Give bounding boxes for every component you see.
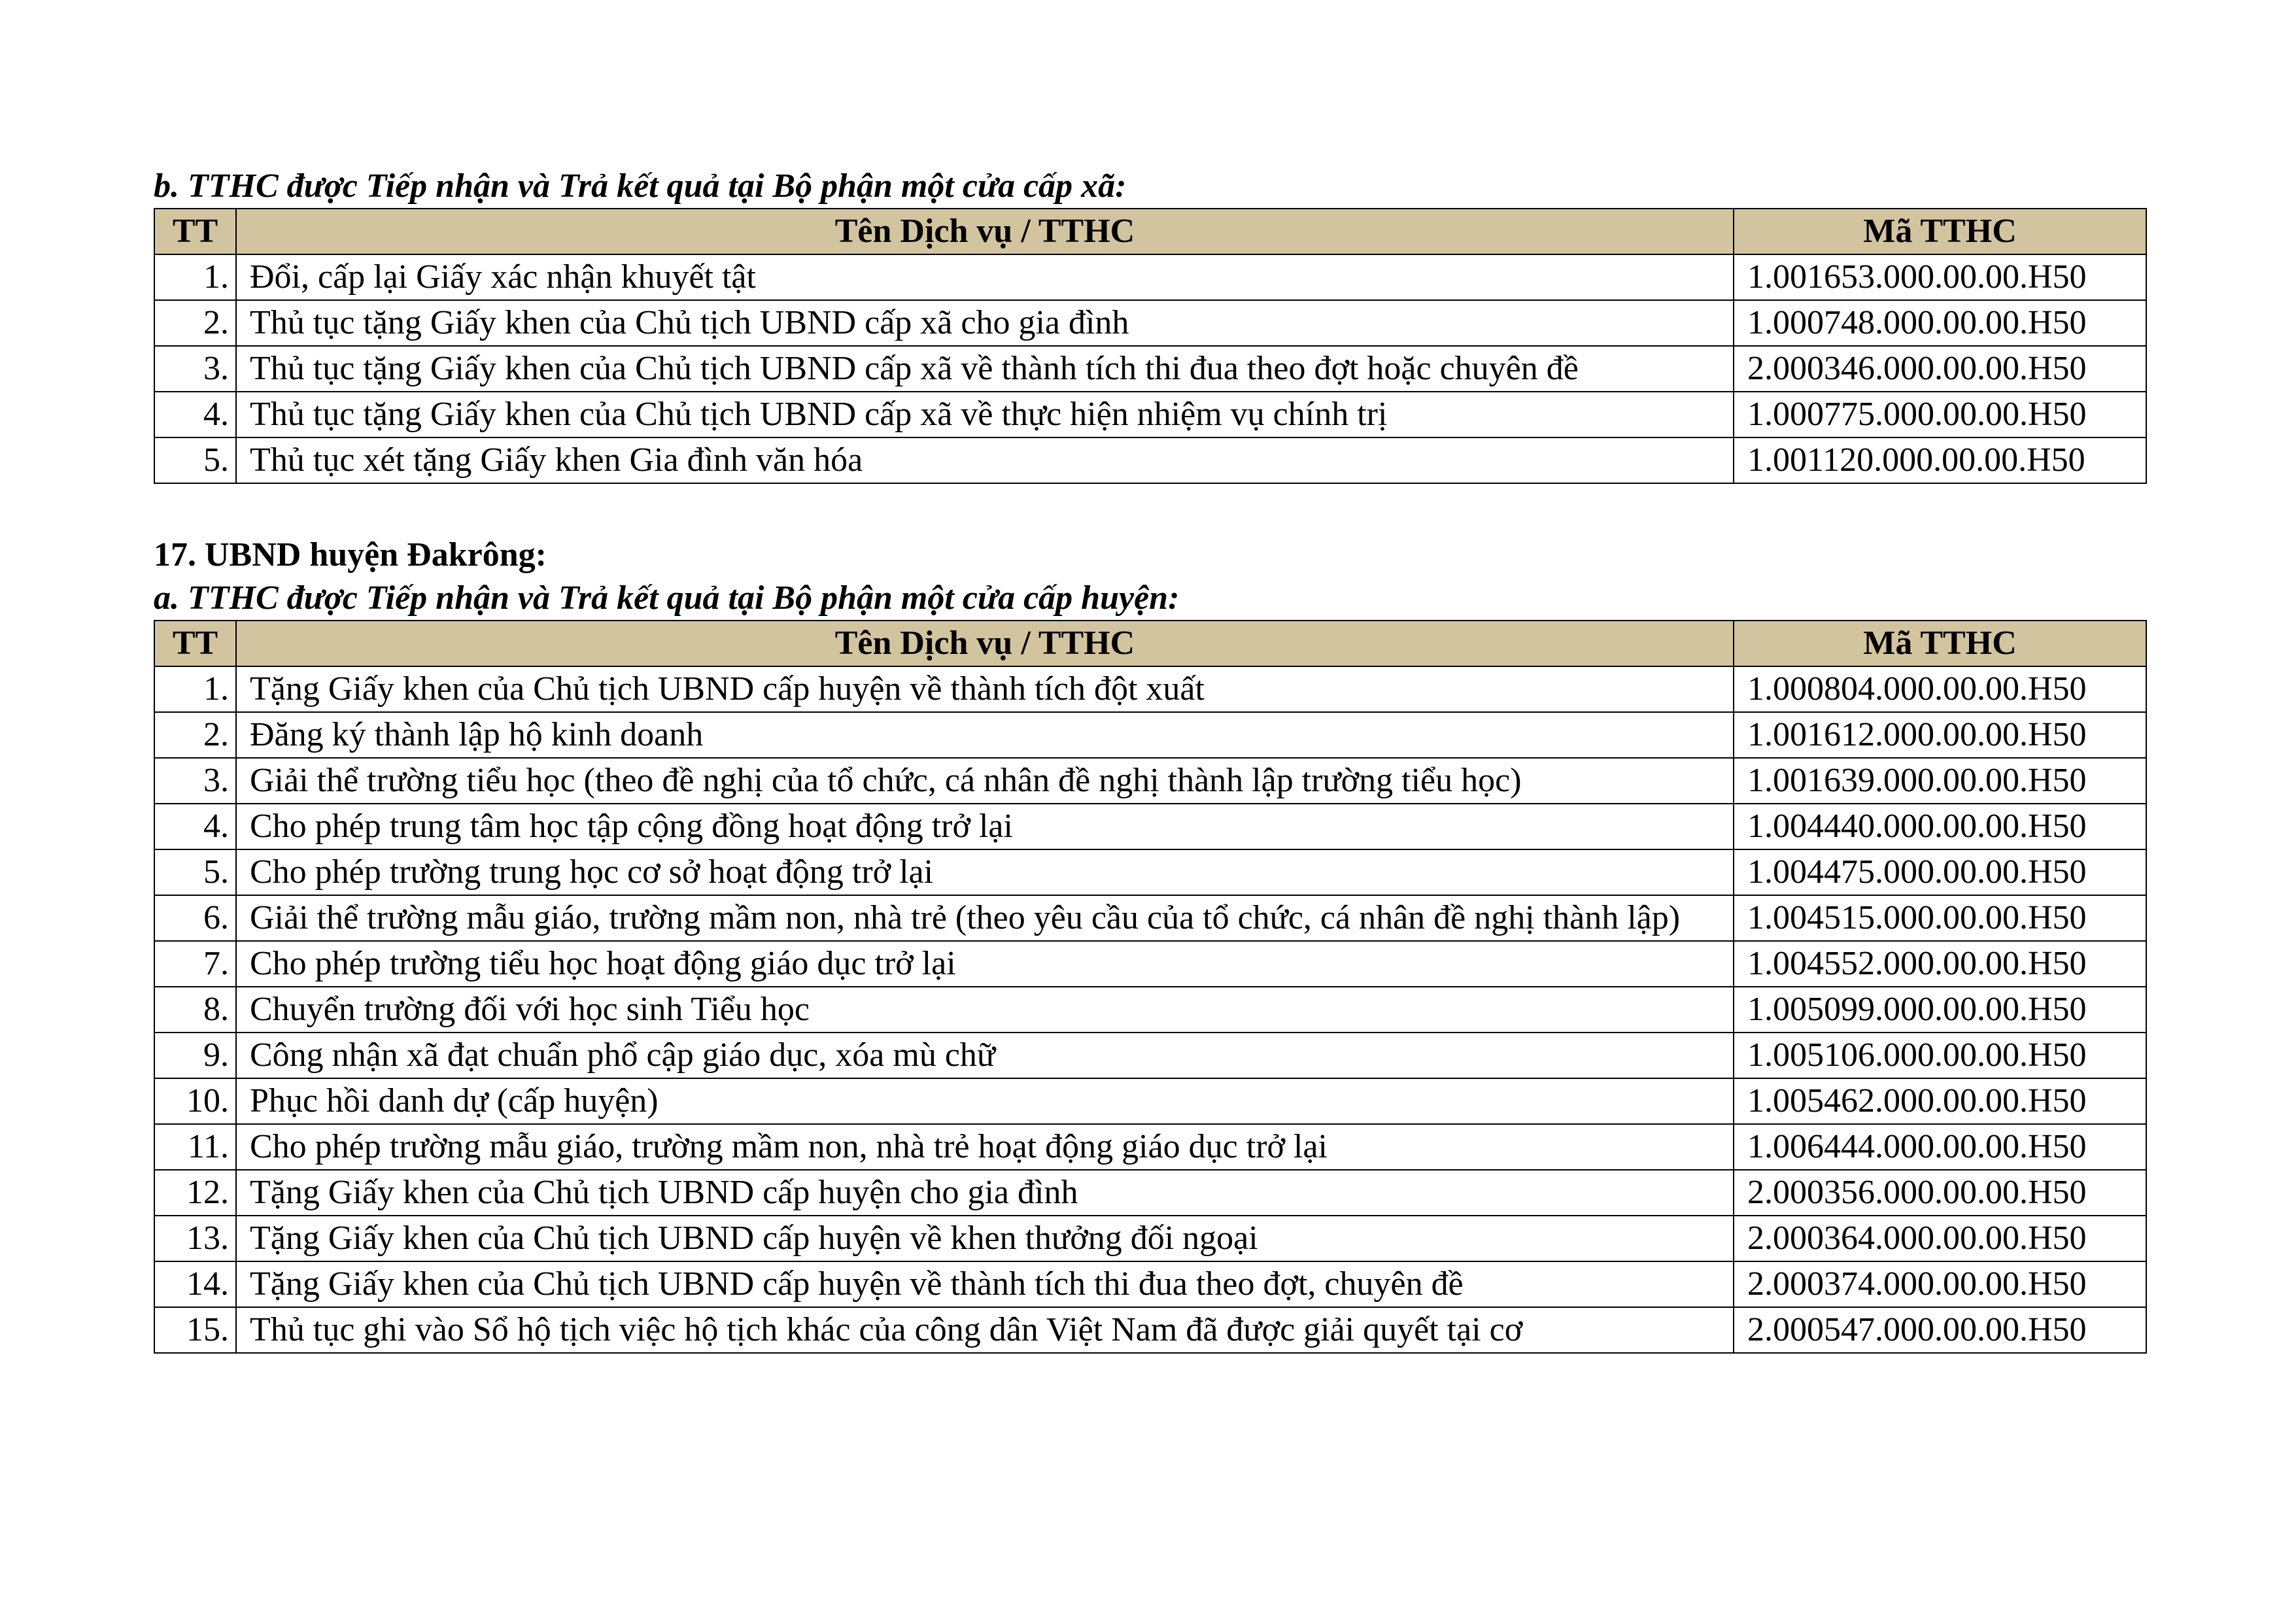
procedure-name: Đăng ký thành lập hộ kinh doanh	[236, 712, 1734, 758]
procedure-name: Tặng Giấy khen của Chủ tịch UBND cấp huyện về thành tích thi đua theo đợt, chuyên đề	[236, 1261, 1734, 1307]
table-row	[154, 895, 2146, 941]
commune-section-heading: b. TTHC được Tiếp nhận và Trả kết quả tại Bộ phận một cửa cấp xã:	[154, 167, 1127, 205]
column-header-name: Tên Dịch vụ / TTHC	[236, 621, 1734, 666]
procedure-code: 1.001120.000.00.00.H50	[1734, 437, 2146, 483]
row-number: 2.	[154, 300, 236, 346]
table-row	[154, 987, 2146, 1033]
procedure-name: Thủ tục tặng Giấy khen của Chủ tịch UBND cấp xã cho gia đình	[236, 300, 1734, 346]
row-number: 11.	[154, 1124, 236, 1170]
procedure-name: Cho phép trường trung học cơ sở hoạt động trở lại	[236, 849, 1734, 895]
row-number: 9.	[154, 1033, 236, 1078]
row-number: 3.	[154, 758, 236, 804]
table-row	[154, 346, 2146, 392]
table-row	[154, 1307, 2146, 1353]
district-section-heading: 17. UBND huyện Đakrông:	[154, 536, 547, 573]
procedure-code: 1.000804.000.00.00.H50	[1734, 666, 2146, 712]
row-number: 7.	[154, 941, 236, 987]
procedure-code: 1.004552.000.00.00.H50	[1734, 941, 2146, 987]
district-subsection-heading: a. TTHC được Tiếp nhận và Trả kết quả tại Bộ phận một cửa cấp huyện:	[154, 579, 1180, 617]
procedure-name: Cho phép trường tiểu học hoạt động giáo dục trở lại	[236, 941, 1734, 987]
table-row	[154, 1216, 2146, 1261]
procedure-name: Tặng Giấy khen của Chủ tịch UBND cấp huyện cho gia đình	[236, 1170, 1734, 1216]
procedure-code: 2.000346.000.00.00.H50	[1734, 346, 2146, 392]
column-header-tt: TT	[154, 621, 236, 666]
procedure-name: Phục hồi danh dự (cấp huyện)	[236, 1078, 1734, 1124]
table-row	[154, 300, 2146, 346]
table-row	[154, 1078, 2146, 1124]
table-row	[154, 1261, 2146, 1307]
procedure-name: Thủ tục tặng Giấy khen của Chủ tịch UBND cấp xã về thành tích thi đua theo đợt hoặc chuyên đề	[236, 346, 1734, 392]
procedure-code: 1.005462.000.00.00.H50	[1734, 1078, 2146, 1124]
column-header-code: Mã TTHC	[1734, 621, 2146, 666]
procedure-name: Công nhận xã đạt chuẩn phổ cập giáo dục, xóa mù chữ	[236, 1033, 1734, 1078]
row-number: 8.	[154, 987, 236, 1033]
section-spacer	[154, 484, 2146, 534]
row-number: 5.	[154, 849, 236, 895]
row-number: 12.	[154, 1170, 236, 1216]
row-number: 5.	[154, 437, 236, 483]
table-header-row	[154, 209, 2146, 254]
procedure-name: Cho phép trung tâm học tập cộng đồng hoạt động trở lại	[236, 804, 1734, 849]
table-header-row	[154, 621, 2146, 666]
procedure-name: Thủ tục tặng Giấy khen của Chủ tịch UBND cấp xã về thực hiện nhiệm vụ chính trị	[236, 392, 1734, 437]
document-page	[154, 165, 2146, 1354]
table-row	[154, 392, 2146, 437]
table-row	[154, 1124, 2146, 1170]
table-row	[154, 941, 2146, 987]
procedure-name: Tặng Giấy khen của Chủ tịch UBND cấp huyện về thành tích đột xuất	[236, 666, 1734, 712]
procedure-code: 1.004475.000.00.00.H50	[1734, 849, 2146, 895]
procedure-name: Giải thể trường tiểu học (theo đề nghị của tổ chức, cá nhân đề nghị thành lập trường tiểu học)	[236, 758, 1734, 804]
row-number: 4.	[154, 392, 236, 437]
procedure-name: Chuyển trường đối với học sinh Tiểu học	[236, 987, 1734, 1033]
procedure-name: Tặng Giấy khen của Chủ tịch UBND cấp huyện về khen thưởng đối ngoại	[236, 1216, 1734, 1261]
row-number: 15.	[154, 1307, 236, 1353]
row-number: 3.	[154, 346, 236, 392]
procedure-code: 2.000356.000.00.00.H50	[1734, 1170, 2146, 1216]
column-header-tt: TT	[154, 209, 236, 254]
procedure-code: 2.000547.000.00.00.H50	[1734, 1307, 2146, 1353]
procedure-code: 2.000374.000.00.00.H50	[1734, 1261, 2146, 1307]
column-header-code: Mã TTHC	[1734, 209, 2146, 254]
table-row	[154, 1170, 2146, 1216]
row-number: 6.	[154, 895, 236, 941]
procedure-name: Thủ tục ghi vào Sổ hộ tịch việc hộ tịch khác của công dân Việt Nam đã được giải quyết tại cơ	[236, 1307, 1734, 1353]
procedure-code: 1.006444.000.00.00.H50	[1734, 1124, 2146, 1170]
procedure-code: 1.000748.000.00.00.H50	[1734, 300, 2146, 346]
table-row	[154, 437, 2146, 483]
row-number: 14.	[154, 1261, 236, 1307]
procedure-name: Giải thể trường mẫu giáo, trường mầm non, nhà trẻ (theo yêu cầu của tổ chức, cá nhân đề nghị thành lập)	[236, 895, 1734, 941]
procedure-code: 1.001612.000.00.00.H50	[1734, 712, 2146, 758]
commune-procedures-table	[154, 208, 2147, 484]
row-number: 13.	[154, 1216, 236, 1261]
procedure-name: Đổi, cấp lại Giấy xác nhận khuyết tật	[236, 254, 1734, 300]
procedure-name: Cho phép trường mẫu giáo, trường mầm non, nhà trẻ hoạt động giáo dục trở lại	[236, 1124, 1734, 1170]
procedure-code: 1.001653.000.00.00.H50	[1734, 254, 2146, 300]
row-number: 4.	[154, 804, 236, 849]
table-row	[154, 1033, 2146, 1078]
table-row	[154, 712, 2146, 758]
procedure-code: 1.005106.000.00.00.H50	[1734, 1033, 2146, 1078]
table-row	[154, 758, 2146, 804]
table-row	[154, 254, 2146, 300]
row-number: 2.	[154, 712, 236, 758]
district-procedures-table	[154, 620, 2147, 1354]
procedure-code: 1.005099.000.00.00.H50	[1734, 987, 2146, 1033]
procedure-code: 1.004515.000.00.00.H50	[1734, 895, 2146, 941]
column-header-name: Tên Dịch vụ / TTHC	[236, 209, 1734, 254]
row-number: 1.	[154, 666, 236, 712]
procedure-code: 1.001639.000.00.00.H50	[1734, 758, 2146, 804]
table-row	[154, 804, 2146, 849]
procedure-name: Thủ tục xét tặng Giấy khen Gia đình văn hóa	[236, 437, 1734, 483]
row-number: 10.	[154, 1078, 236, 1124]
procedure-code: 1.004440.000.00.00.H50	[1734, 804, 2146, 849]
procedure-code: 2.000364.000.00.00.H50	[1734, 1216, 2146, 1261]
row-number: 1.	[154, 254, 236, 300]
table-row	[154, 849, 2146, 895]
table-row	[154, 666, 2146, 712]
procedure-code: 1.000775.000.00.00.H50	[1734, 392, 2146, 437]
